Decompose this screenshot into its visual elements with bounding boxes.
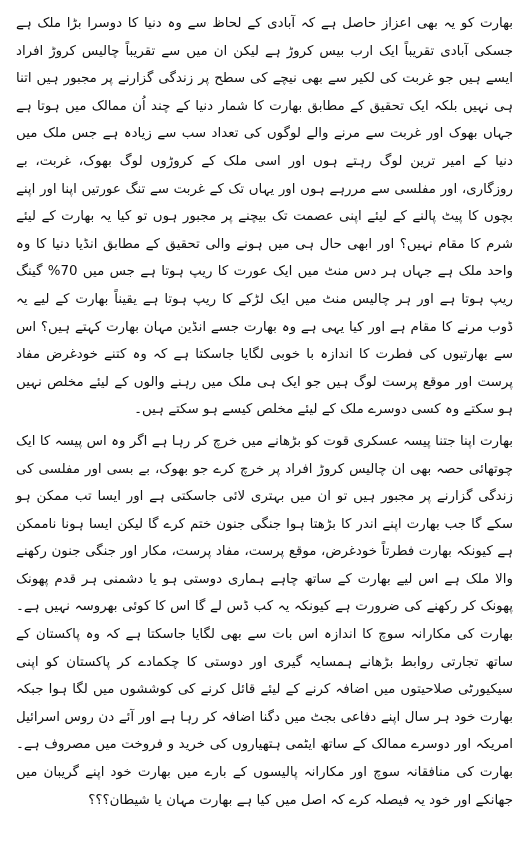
- article-paragraph-2: بھارت اپنا جتنا پیسہ عسکری قوت کو بڑھانے میں خرچ کر رہا ہے اگر وہ اس پیسہ کا ایک چوتھائی حصہ بھی ان چالیس کروڑ افراد پر خرچ کرے جو بھوک، بے بسی اور مفلسی کی زندگی گزارنے پر مجبور ہیں تو ان میں بہتری لائی جاسکتی ہے اور ایسا تب ممکن ہو سکے گا جب بھارت اپنے اندر کا بڑھتا ہوا جنگی جنون ختم کرے گا لیکن ایسا ہونا ناممکن ہے کیونکہ بھارت فطرتاً خودغرض، موقع پرست، مفاد پرست، مکار اور جنگی جنون رکھنے والا ملک ہے اس لیے بھارت کے ساتھ چاہے ہماری دوستی ہو یا دشمنی ہر قدم پھونک پھونک کر رکھنے کی ضرورت ہے کیونکہ یہ کب ڈس لے گا اس کا کوئی بھروسہ نہیں ہے۔ بھارت کی مکارانہ سوچ کا اندازہ اس بات سے بھی لگایا جاسکتا ہے کہ وہ پاکستان کے ساتھ تجارتی روابط بڑھانے ہمسایہ گیری اور دوستی کا چکمادے کر پاکستان کو اپنی سیکیورٹی صلاحیتوں میں اضافہ کرنے کے لیئے قائل کرنے کی کوششوں میں لگا ہوا جبکہ بھارت خود ہر سال اپنے دفاعی بجٹ میں دگنا اضافہ کر رہا ہے اور آئے دن روس اسرائیل امریکہ اور دوسرے ممالک کے ساتھ ایٹمی ہتھیاروں کی خرید و فروخت میں مصروف ہے۔ بھارت کی منافقانہ سوچ اور مکارانہ پالیسوں کے بارے میں بھارت خود اپنے گریبان میں جھانکے اور خود یہ فیصلہ کرے کہ اصل میں کیا ہے بھارت مہان یا شیطان؟؟؟: [16, 433, 513, 808]
- article-paragraph-1: بھارت کو یہ بھی اعزاز حاصل ہے کہ آبادی کے لحاظ سے وہ دنیا کا دوسرا بڑا ملک ہے جسکی آبادی تقریباً ایک ارب بیس کروڑ ہے لیکن ان میں سے تقریباً چالیس کروڑ افراد ایسے ہیں جو غربت کی لکیر سے بھی نیچے کی سطح پر زندگی گزارنے پر مجبور ہیں اتنا ہی نہیں بلکہ ایک تحقیق کے مطابق بھارت کا شمار دنیا کے چند اُن ممالک میں ہوتا ہے جہاں بھوک اور غربت سے مرنے والے لوگوں کی تعداد سب سے زیادہ ہے جس ملک میں دنیا کے امیر ترین لوگ رہتے ہوں اور اسی ملک کے کروڑوں لوگ بھوک، غربت، بے روزگاری، اور مفلسی سے مررہے ہوں اور یہاں تک کے غربت سے تنگ عورتیں اپنا اور اپنے بچوں کا پیٹ پالنے کے لیئے اپنی عصمت تک بیچنے پر مجبور ہوں تو کیا یہ بھارت کے لیئے شرم کا مقام نہیں؟ اور ابھی حال ہی میں ہونے والی تحقیق کے مطابق انڈیا دنیا کا وہ واحد ملک ہے جہاں ہر دس منٹ میں ایک عورت کا ریپ ہوتا ہے جس میں 70% گینگ ریپ ہوتا ہے اور ہر چالیس منٹ میں ایک لڑکے کا ریپ ہوتا ہے یقیناً بھارت کے لیے یہ ڈوب مرنے کا مقام ہے اور کیا یہی ہے وہ بھارت جسے انڈین مہان بھارت کہتے ہیں؟ اس سے بھارتیوں کی فطرت کا اندازہ با خوبی لگایا جاسکتا ہے کہ وہ کتنے خودغرض مفاد پرست اور موقع پرست لوگ ہیں جو ایک ہی ملک میں رہنے والوں کے لیئے مخلص نہیں ہو سکتے وہ کسی دوسرے ملک کے لیئے مخلص کیسے ہو سکتے ہیں۔: [16, 16, 513, 418]
